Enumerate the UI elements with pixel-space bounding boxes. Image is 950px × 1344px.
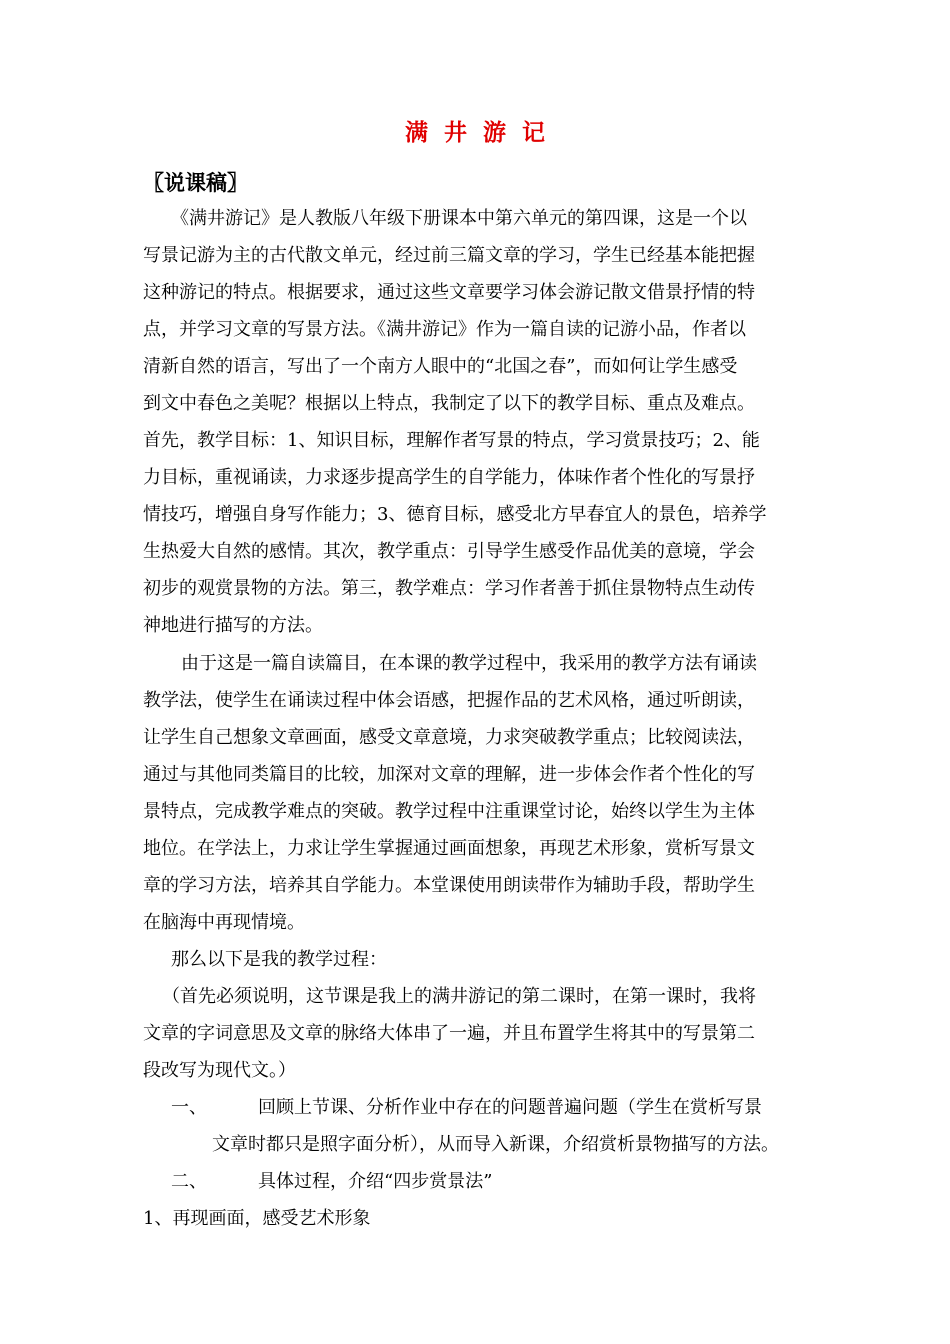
- paragraph-line: 文章的字词意思及文章的脉络大体串了一遍，并且布置学生将其中的写景第二: [143, 1023, 755, 1044]
- list-item-text: 回顾上节课、分析作业中存在的问题普遍问题（学生在赏析写景: [258, 1097, 762, 1118]
- paragraph-line: 到文中春色之美呢？根据以上特点，我制定了以下的教学目标、重点及难点。: [143, 393, 755, 414]
- list-item-text: 文章时都只是照字面分析），从而导入新课，介绍赏析景物描写的方法。: [212, 1134, 779, 1155]
- document-title: 满 井 游 记: [404, 119, 546, 146]
- paragraph-line: 在脑海中再现情境。: [143, 912, 305, 933]
- paragraph-line: 首先，教学目标：1、知识目标，理解作者写景的特点，学习赏景技巧；2、能: [143, 430, 760, 451]
- paragraph-line: 生热爱大自然的感情。其次，教学重点：引导学生感受作品优美的意境，学会: [143, 541, 755, 562]
- paragraph-line: 由于这是一篇自读篇目，在本课的教学过程中，我采用的教学方法有诵读: [181, 653, 757, 674]
- section-heading: 〖说课稿〗: [143, 171, 248, 195]
- paragraph-line: 段改写为现代文。）: [143, 1060, 296, 1081]
- paragraph-line: 《满井游记》是人教版八年级下册课本中第六单元的第四课，这是一个以: [171, 208, 747, 229]
- paragraph-line: 地位。在学法上，力求让学生掌握通过画面想象，再现艺术形象，赏析写景文: [143, 838, 755, 859]
- paragraph-line: 景特点，完成教学难点的突破。教学过程中注重课堂讨论，始终以学生为主体: [143, 801, 755, 822]
- paragraph-line: 神地进行描写的方法。: [143, 615, 323, 636]
- paragraph-line: 教学法，使学生在诵读过程中体会语感，把握作品的艺术风格，通过听朗读，: [143, 690, 755, 711]
- paragraph-line: 清新自然的语言，写出了一个南方人眼中的“北国之春”，而如何让学生感受: [143, 356, 738, 377]
- list-item-text: 具体过程，介绍“四步赏景法”: [258, 1171, 493, 1192]
- paragraph-line: 点，并学习文章的写景方法。《满井游记》作为一篇自读的记游小品，作者以: [143, 319, 746, 340]
- paragraph-line: 力目标，重视诵读，力求逐步提高学生的自学能力，体味作者个性化的写景抒: [143, 467, 755, 488]
- paragraph-line: 初步的观赏景物的方法。第三，教学难点：学习作者善于抓住景物特点生动传: [143, 578, 755, 599]
- paragraph-line: 通过与其他同类篇目的比较，加深对文章的理解，进一步体会作者个性化的写: [143, 764, 755, 785]
- paragraph-line: 这种游记的特点。根据要求，通过这些文章要学习体会游记散文借景抒情的特: [143, 282, 755, 303]
- paragraph-process-intro: 那么以下是我的教学过程：: [171, 949, 387, 970]
- paragraph-line: 让学生自己想象文章画面，感受文章意境，力求突破教学重点；比较阅读法，: [143, 727, 755, 748]
- paragraph-line: （首先必须说明，这节课是我上的满井游记的第二课时，在第一课时，我将: [162, 986, 756, 1007]
- subheading: 1、再现画面，感受艺术形象: [143, 1208, 371, 1229]
- list-marker: 二、: [171, 1171, 207, 1192]
- paragraph-line: 章的学习方法，培养其自学能力。本堂课使用朗读带作为辅助手段，帮助学生: [143, 875, 755, 896]
- paragraph-line: 写景记游为主的古代散文单元，经过前三篇文章的学习，学生已经基本能把握: [143, 245, 755, 266]
- paragraph-line: 情技巧，增强自身写作能力；3、德育目标，感受北方早春宜人的景色，培养学: [143, 504, 767, 525]
- list-marker: 一、: [171, 1097, 207, 1118]
